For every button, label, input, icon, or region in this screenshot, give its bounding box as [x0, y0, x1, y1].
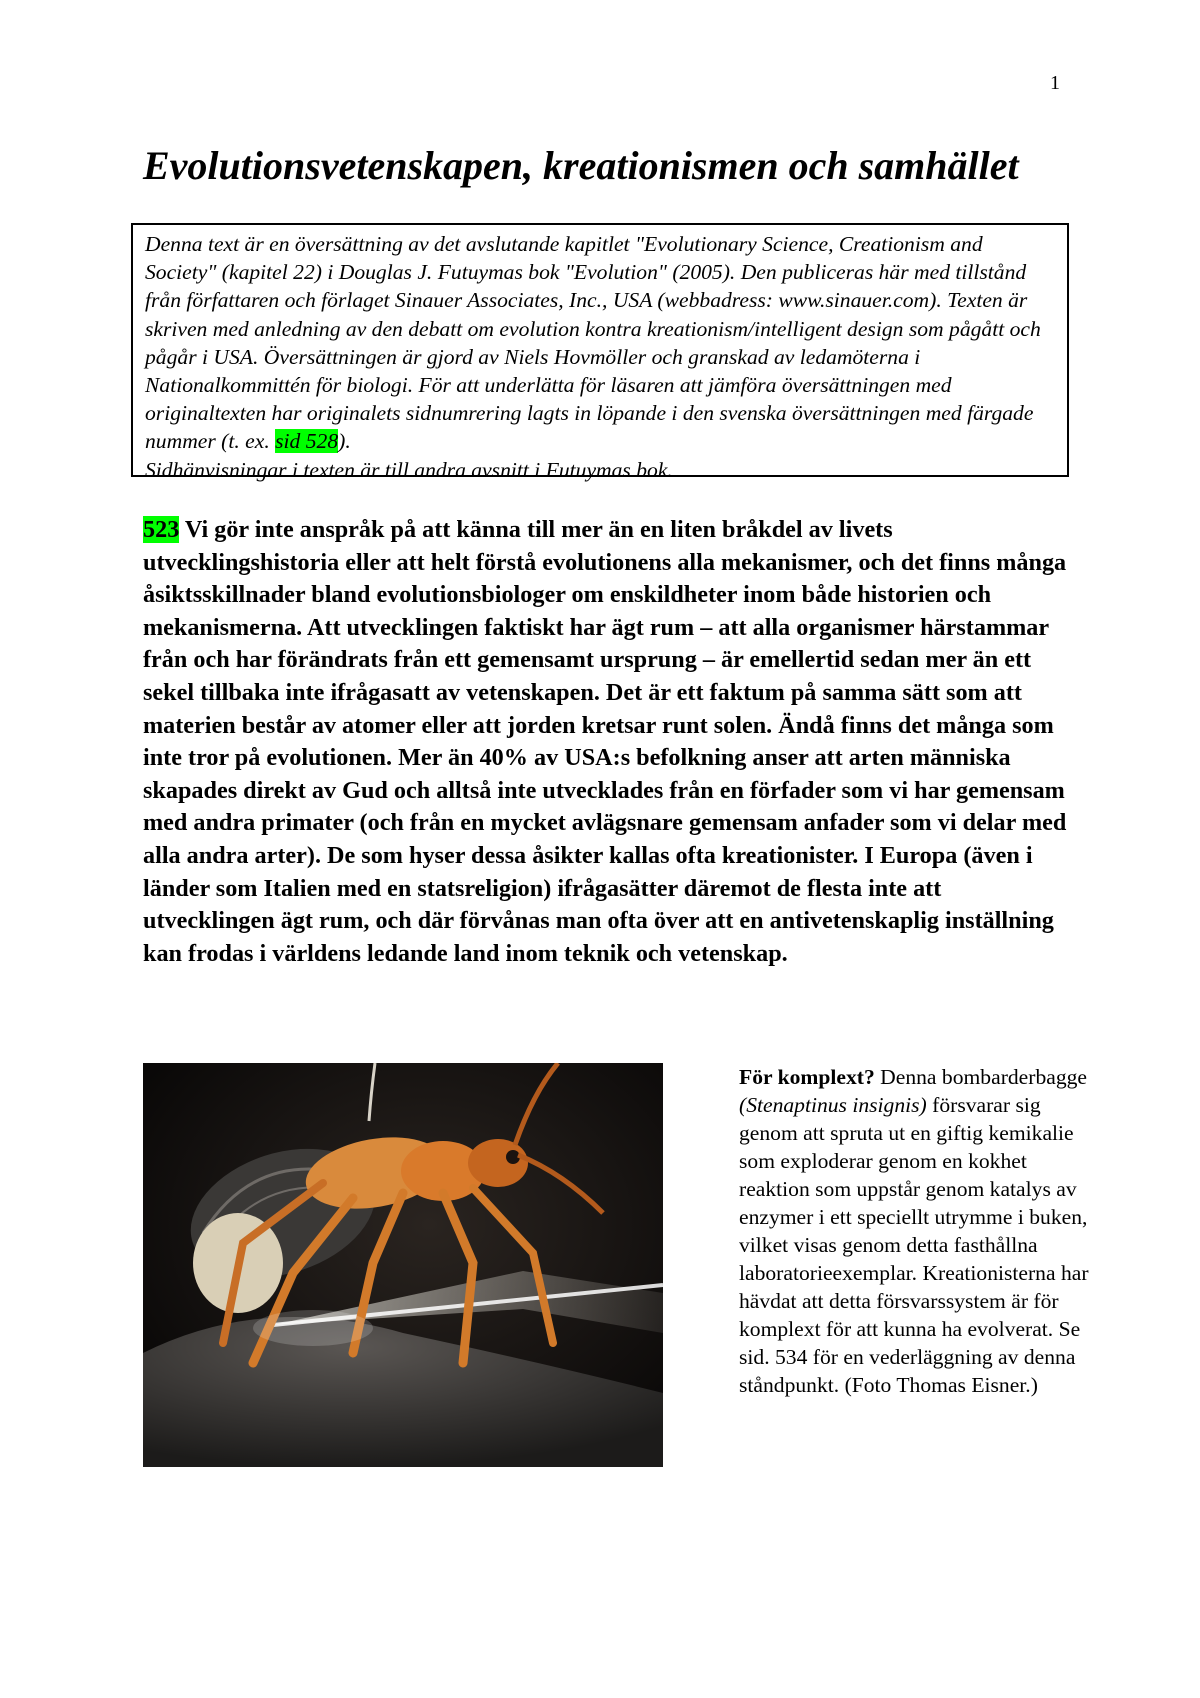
caption-text-end: försvarar sig genom att spruta ut en giftig kemikalie som exploderar genom en kokhet reaktion som uppstår genom katalys av enzymer i ett speciellt utrymme i buken, vilket visas genom detta fasthållna laboratorieexemplar. Kreationisterna har hävdat att detta försvarssystem är för komplext för att kunna ha evolverat. Se sid. 534 för en vederläggning av denna ståndpunkt. (Foto Thomas Eisner.) [739, 1093, 1089, 1397]
page-reference-highlight: sid 528 [275, 429, 339, 454]
translation-note-text: Denna text är en översättning av det avslutande kapitlet "Evolutionary Science, Creationism and Society" (kapitel 22) i Douglas J. Futuymas bok "Evolution" (2005). Den publiceras här med tillstånd från författaren och förlaget Sinauer Associates, Inc., USA (webbadress: www.sinauer.com). Texten är skriven med anledning av den debatt om evolution kontra kreationism/intelligent design som pågått och pågår i USA. Översättningen är gjord av Niels Hovmöller och granskad av ledamöterna i Nationalkommittén för biologi. För att underlätta för läsaren att jämföra översättningen med originaltexten har originalets sidnumrering lagts in löpande i den svenska översättningen med färgade nummer (t. ex. [145, 232, 1041, 454]
species-name: (Stenaptinus insignis) [739, 1093, 927, 1117]
page-reference-note: Sidhänvisningar i texten är till andra avsnitt i Futuymas bok. [145, 457, 673, 482]
caption-text-start: Denna bombarderbagge [874, 1065, 1088, 1089]
paragraph-text-start: Vi gör inte anspråk på att känna till mer än en liten bråkdel av livets utvecklingshistoria eller att helt förstå evolutionens alla mekanismer, och det finns många åsiktsskillnader bland evolutionsbiologer om enskildheter inom både historien och mekanismerna. Att utvecklingen faktiskt har ägt rum – att alla organismer härstammar från och har förändrats från ett gemensamt ursprung – är emellertid sedan mer än ett sekel tillbaka inte ifrågasatt av vetenskapen. Det är ett faktum på samma sätt som att materien består av atomer eller att jorden kretsar runt solen. Ändå finns det många som inte tror på evolutionen. Mer än 40% av USA:s befolkning anser att arten människa skapades direkt av Gud och alltså inte utvecklades från en förfader som vi har gemensam med andra primater (och från en mycket avlägsnare gemensam anfader som vi delar med alla andra arter). De som hyser dessa åsikter kallas ofta [143, 516, 1067, 869]
original-page-marker: 523 [143, 516, 180, 543]
beetle-photo-illustration [143, 1063, 663, 1467]
caption-heading: För komplext? [739, 1065, 875, 1089]
main-paragraph [143, 514, 1073, 970]
document-title: Evolutionsvetenskapen, kreationismen och samhället [143, 143, 1019, 188]
paragraph-text-end: . I Europa (även i länder som Italien med en statsreligion) ifrågasätter däremot de flesta inte att utvecklingen ägt rum, och där förvånas man ofta över att en antivetenskaplig inställning kan frodas i världens ledande land inom teknik och vetenskap. [143, 841, 1054, 967]
translation-note-box [131, 223, 1069, 482]
translation-note-closing: ). [338, 429, 351, 454]
bombardier-beetle-photo [143, 1063, 663, 1467]
photo-caption [739, 1063, 1089, 1399]
page-number: 1 [1050, 72, 1060, 94]
key-term: kreationister [721, 841, 853, 869]
